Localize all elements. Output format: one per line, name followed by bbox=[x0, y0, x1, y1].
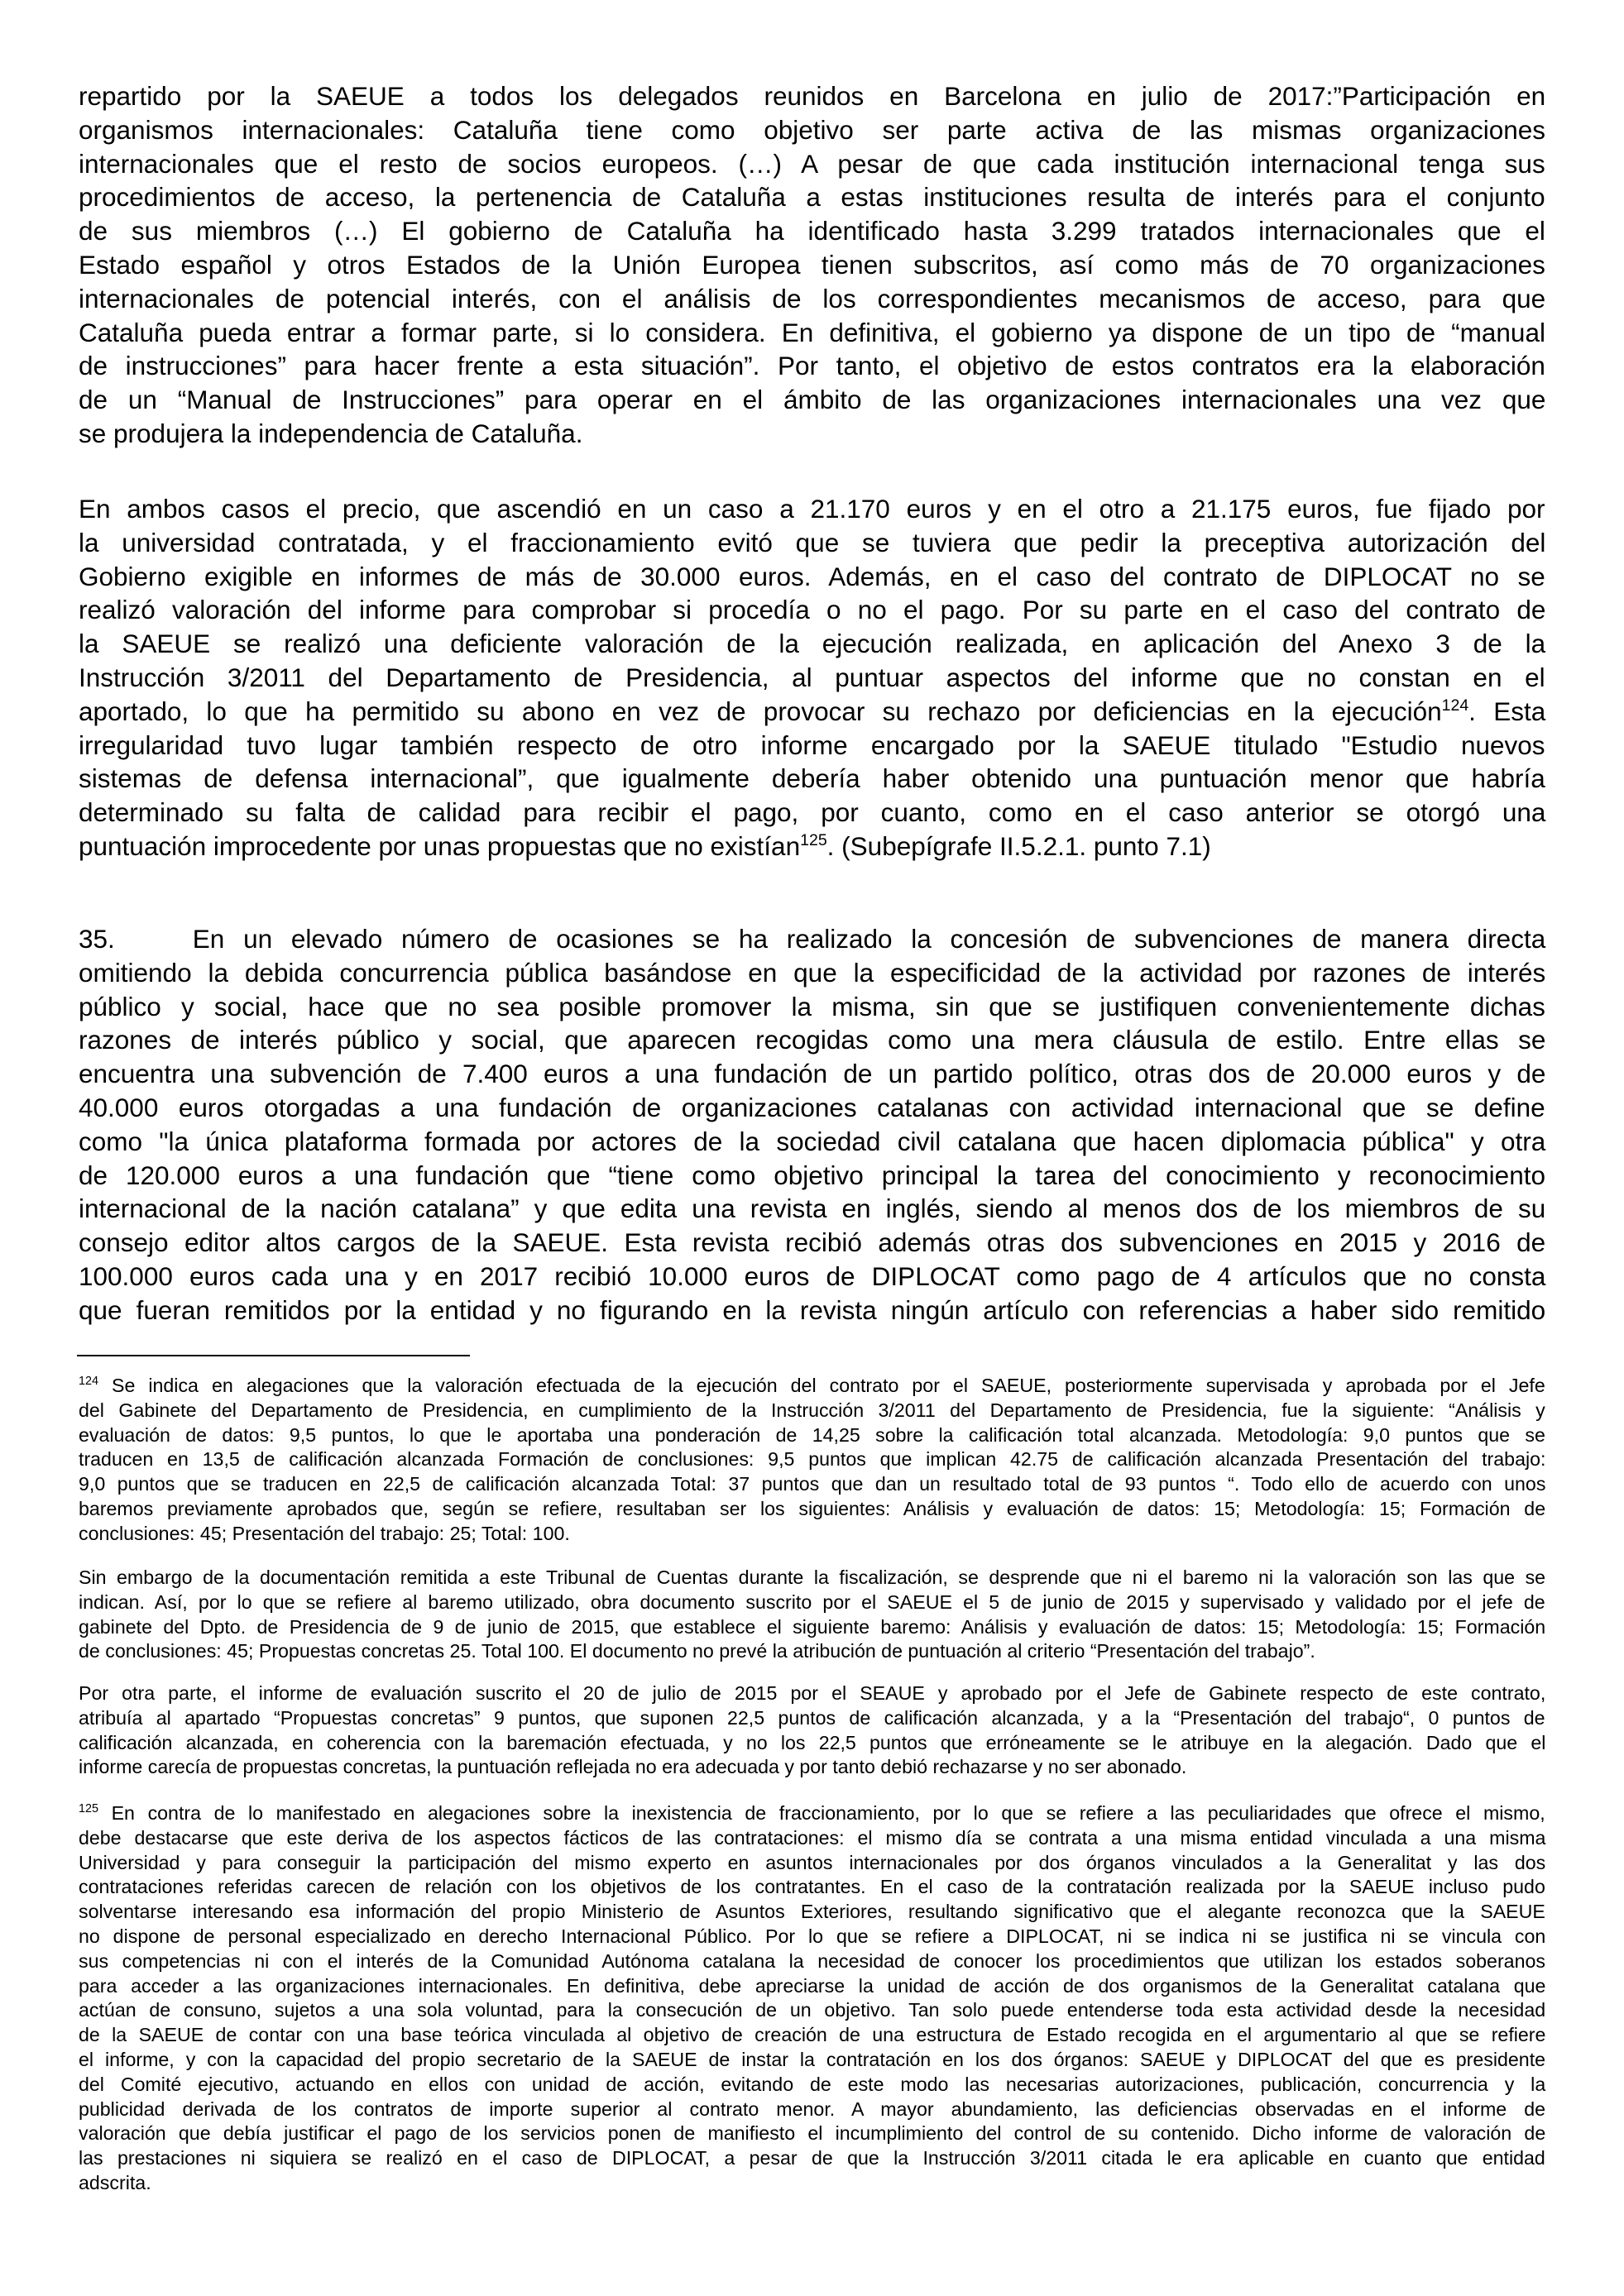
text-line: público y social, hace que no sea posible promover la misma, sin que se justifiquen convenientemente dichas bbox=[79, 991, 1545, 1021]
text-line: internacional de la nación catalana” y que edita una revista en inglés, siendo al menos dos de los miembros de su bbox=[79, 1193, 1546, 1224]
text-span: En un elevado número de ocasiones se ha realizado la concesión de subvenciones de manera directa bbox=[192, 924, 1546, 954]
text-line: contrataciones referidas carecen de relación con los objetivos de los contratantes. En el caso de la contratación realizada por la SAEUE incluso pudo bbox=[79, 1876, 1545, 1898]
text-line: las prestaciones ni siquiera se realizó en el caso de DIPLOCAT, a pesar de que la Instrucción 3/2011 citada le era aplicable en cuanto que entidad bbox=[79, 2147, 1545, 2169]
body-paragraph-prices bbox=[79, 492, 1545, 863]
body-paragraph-35 bbox=[79, 922, 1545, 1327]
text-line bbox=[79, 1374, 1545, 1399]
text-line: Cataluña pueda entrar a formar parte, si lo considera. En definitiva, el gobierno ya dispone de un tipo de “manual bbox=[79, 317, 1545, 347]
text-line: de sus miembros (…) El gobierno de Cataluña ha identificado hasta 3.299 tratados internacionales que el bbox=[79, 216, 1545, 246]
text-line: valoración que debía justificar el pago de los servicios ponen de manifiesto el incumplimiento del control de su contenido. Dicho informe de valoración de bbox=[79, 2122, 1546, 2145]
text-line: adscrita. bbox=[79, 2171, 151, 2193]
footnote-number: 125 bbox=[79, 1802, 98, 1816]
text-line: repartido por la SAEUE a todos los delegados reunidos en Barcelona en julio de 2017:”Participación en bbox=[79, 81, 1546, 111]
text-line: publicidad derivada de los contratos de importe superior al contrato menor. A mayor abundamiento, las deficiencias observadas en el informe de bbox=[79, 2097, 1545, 2120]
text-line: del Comité ejecutivo, actuando en ellos con unidad de acción, evitando de este modo las necesarias autorizaciones, publicación, concurrencia y la bbox=[79, 2073, 1546, 2095]
text-line: irregularidad tuvo lugar también respecto de otro informe encargado por la SAEUE titulado "Estudio nuevos bbox=[79, 729, 1545, 760]
text-line: evaluación de datos: 9,5 puntos, lo que le aportaba una ponderación de 14,25 sobre la calificación total alcanzada. Metodología: 9,0 puntos que se bbox=[79, 1423, 1545, 1446]
text-line: de instrucciones” para hacer frente a esta situación”. Por tanto, el objetivo de estos contratos era la elaboración bbox=[79, 351, 1545, 381]
text-line: Instrucción 3/2011 del Departamento de Presidencia, al puntuar aspectos del informe que no constan en el bbox=[79, 662, 1545, 692]
paragraph-number: 35. bbox=[79, 924, 115, 954]
text-span: puntuación improcedente por unas propuestas que no existían bbox=[79, 830, 801, 861]
text-line: del Gabinete del Departamento de Presidencia, en cumplimiento de la Instrucción 3/2011 del Departamento de Presidencia, fue la siguiente: “Análisis y bbox=[79, 1399, 1545, 1421]
text-line: de 120.000 euros a una fundación que “tiene como objetivo principal la tarea del conocimiento y reconocimiento bbox=[79, 1160, 1545, 1190]
footnote-separator bbox=[77, 1355, 470, 1356]
text-line: la universidad contratada, y el fraccionamiento evitó que se tuviera que pedir la preceptiva autorización del bbox=[79, 527, 1546, 557]
footnote-124 bbox=[79, 1374, 1545, 1547]
text-line: para acceder a las organizaciones internacionales. En definitiva, debe apreciarse la unidad de acción de dos organismos de la Generalitat catalana que bbox=[79, 1974, 1546, 1997]
text-span: aportado, lo que ha permitido su abono en vez de provocar su rechazo por deficiencias en la ejecución bbox=[79, 696, 1442, 726]
footnote-124-paragraph-2 bbox=[79, 1566, 1545, 1664]
text-line: razones de interés público y social, que aparecen recogidas como una mera cláusula de estilo. Entre ellas se bbox=[79, 1025, 1546, 1055]
footnote-ref-125[interactable]: 125 bbox=[800, 830, 827, 849]
text-line: traducen en 13,5 de calificación alcanzada Formación de conclusiones: 9,5 puntos que implican 42.75 de calificación alcanzada Presentación del trabajo: bbox=[79, 1448, 1546, 1471]
text-line: 100.000 euros cada una y en 2017 recibió 10.000 euros de DIPLOCAT como pago de 4 artículos que no consta bbox=[79, 1260, 1546, 1291]
footnote-number: 124 bbox=[79, 1375, 98, 1389]
text-line bbox=[79, 1801, 1545, 1826]
text-line: 40.000 euros otorgadas a una fundación de organizaciones catalanas con actividad internacional que se define bbox=[79, 1092, 1545, 1122]
text-line: conclusiones: 45; Presentación del trabajo: 25; Total: 100. bbox=[79, 1522, 570, 1544]
text-line: solventarse interesando esa información del propio Ministerio de Asuntos Exteriores, resultando significativo que el alegante reconozca que la SAEUE bbox=[79, 1901, 1545, 1923]
text-line: Sin embargo de la documentación remitida a este Tribunal de Cuentas durante la fiscalización, se desprende que ni el baremo ni la valoración son las que se bbox=[79, 1567, 1546, 1588]
text-line bbox=[79, 922, 1545, 956]
text-line: que fueran remitidos por la entidad y no figurando en la revista ningún artículo con referencias a haber sido remitido bbox=[79, 1294, 1546, 1325]
text-span: Se indica en alegaciones que la valoración efectuada de la ejecución del contrato por el SAEUE, posteriormente supervisada y aprobada por el Jefe bbox=[98, 1375, 1545, 1396]
text-span: . Esta bbox=[1468, 696, 1546, 726]
text-line: Universidad y para conseguir la participación del mismo experto en asuntos internacionales por dos órganos vinculados a la Generalitat y las dos bbox=[79, 1851, 1546, 1873]
text-line: indican. Así, por lo que se refiere al baremo utilizado, obra documento suscrito por el SAEUE el 5 de junio de 2015 y supervisado y validado por el jefe de bbox=[79, 1590, 1545, 1613]
text-line: determinado su falta de calidad para recibir el pago, por cuanto, como en el caso anterior se otorgó una bbox=[79, 797, 1546, 828]
footnote-125 bbox=[79, 1801, 1545, 2196]
text-line: el informe, y con la capacidad del propio secretario de la SAEUE de instar la contratación en los dos órganos: SAEUE y DIPLOCAT del que es presidente bbox=[79, 2048, 1546, 2070]
text-line: consejo editor altos cargos de la SAEUE. Esta revista recibió además otras dos subvenciones en 2015 y 2016 de bbox=[79, 1227, 1546, 1258]
text-span: En contra de lo manifestado en alegaciones sobre la inexistencia de fraccionamiento, por lo que se refiere a las peculiaridades que ofrece el mismo, bbox=[98, 1802, 1545, 1824]
text-line bbox=[79, 830, 1545, 863]
text-line: baremos previamente aprobados que, según se refiere, resultaban ser los siguientes: Análisis y evaluación de datos: 15; Metodología: 15; Formación de bbox=[79, 1497, 1546, 1519]
text-line: no dispone de personal especializado en derecho Internacional Público. Por lo que se refiere a DIPLOCAT, ni se indica ni se justifica ni se vincula con bbox=[79, 1925, 1546, 1947]
text-line: Estado español y otros Estados de la Unión Europea tienen subscritos, así como más de 70 organizaciones bbox=[79, 249, 1545, 280]
text-line: internacionales de potencial interés, con el análisis de los correspondientes mecanismos de acceso, para que bbox=[79, 283, 1546, 313]
body-paragraph-quote bbox=[79, 79, 1545, 451]
text-line: organismos internacionales: Cataluña tiene como objetivo ser parte activa de las mismas organizaciones bbox=[79, 114, 1546, 145]
text-line: Por otra parte, el informe de evaluación suscrito el 20 de julio de 2015 por el SEAUE y aprobado por el Jefe de Gabinete respecto de este contrato, bbox=[79, 1682, 1546, 1704]
text-line: Gobierno exigible en informes de más de 30.000 euros. Además, en el caso del contrato de DIPLOCAT no se bbox=[79, 561, 1545, 591]
text-line: la SAEUE se realizó una deficiente valoración de la ejecución realizada, en aplicación del Anexo 3 de la bbox=[79, 629, 1546, 659]
text-line: gabinete del Dpto. de Presidencia de 9 de junio de 2015, que establece el siguiente baremo: Análisis y evaluación de datos: 15; Metodología: 15; Formación bbox=[79, 1615, 1546, 1638]
text-line: sus competencias ni con el interés de la Comunidad Autónoma catalana la necesidad de conocer los procedimientos que utilizan los estados soberanos bbox=[79, 1949, 1545, 1972]
text-span: . (Subepígrafe II.5.2.1. punto 7.1) bbox=[826, 830, 1211, 861]
text-line: de conclusiones: 45; Propuestas concretas 25. Total 100. El documento no prevé la atribución de puntuación al criterio “Presentación del trabajo”. bbox=[79, 1640, 1315, 1662]
text-line bbox=[79, 695, 1545, 729]
text-line: debe destacarse que este deriva de los aspectos fácticos de las contrataciones: el mismo día se contrata a una misma entidad vinculada a una misma bbox=[79, 1826, 1546, 1849]
text-line: sistemas de defensa internacional”, que igualmente debería haber obtenido una puntuación menor que habría bbox=[79, 763, 1545, 794]
footnote-ref-124[interactable]: 124 bbox=[1441, 696, 1469, 715]
text-line: realizó valoración del informe para comprobar si procedía o no el pago. Por su parte en el caso del contrato de bbox=[79, 595, 1546, 625]
text-line: de la SAEUE de contar con una base teórica vinculada al objetivo de creación de una estructura de Estado recogida en el argumentario al que se refiere bbox=[79, 2024, 1546, 2046]
text-line: procedimientos de acceso, la pertenencia de Cataluña a estas instituciones resulta de interés para el conjunto bbox=[79, 182, 1545, 213]
text-line: se produjera la independencia de Cataluña. bbox=[79, 418, 583, 448]
text-line: como "la única plataforma formada por actores de la sociedad civil catalana que hacen diplomacia pública" y otra bbox=[79, 1126, 1546, 1156]
text-line: actúan de consuno, sujetos a una sola voluntad, para la consecución de un objetivo. Tan solo puede entenderse toda esta actividad desde la necesidad bbox=[79, 1999, 1546, 2021]
text-line: En ambos casos el precio, que ascendió en un caso a 21.170 euros y en el otro a 21.175 euros, fue fijado por bbox=[79, 494, 1545, 524]
footnote-124-paragraph-3 bbox=[79, 1681, 1545, 1780]
text-line: de un “Manual de Instrucciones” para operar en el ámbito de las organizaciones internacionales una vez que bbox=[79, 385, 1546, 415]
text-line: calificación alcanzada, en coherencia con la baremación efectuada, y no los 22,5 puntos que erróneamente se le atribuye en la alegación. Dado que el bbox=[79, 1731, 1546, 1753]
text-line: atribuía al apartado “Propuestas concretas” 9 puntos, que suponen 22,5 puntos de calificación alcanzada, y a la “Presentación del trabajo“, 0 puntos de bbox=[79, 1706, 1545, 1729]
text-line: 9,0 puntos que se traducen en 22,5 de calificación alcanzada Total: 37 puntos que dan un resultado total de 93 puntos “. Todo ello de acuerdo con unos bbox=[79, 1473, 1546, 1495]
text-line: informe carecía de propuestas concretas, la puntuación reflejada no era adecuada y por tanto debió rechazarse y no ser abonado. bbox=[79, 1756, 1187, 1778]
text-line: encuentra una subvención de 7.400 euros a una fundación de un partido político, otras dos de 20.000 euros y de bbox=[79, 1059, 1546, 1089]
text-line: omitiendo la debida concurrencia pública basándose en que la especificidad de la actividad por razones de interés bbox=[79, 957, 1546, 988]
text-line: internacionales que el resto de socios europeos. (…) A pesar de que cada institución internacional tenga sus bbox=[79, 148, 1545, 179]
